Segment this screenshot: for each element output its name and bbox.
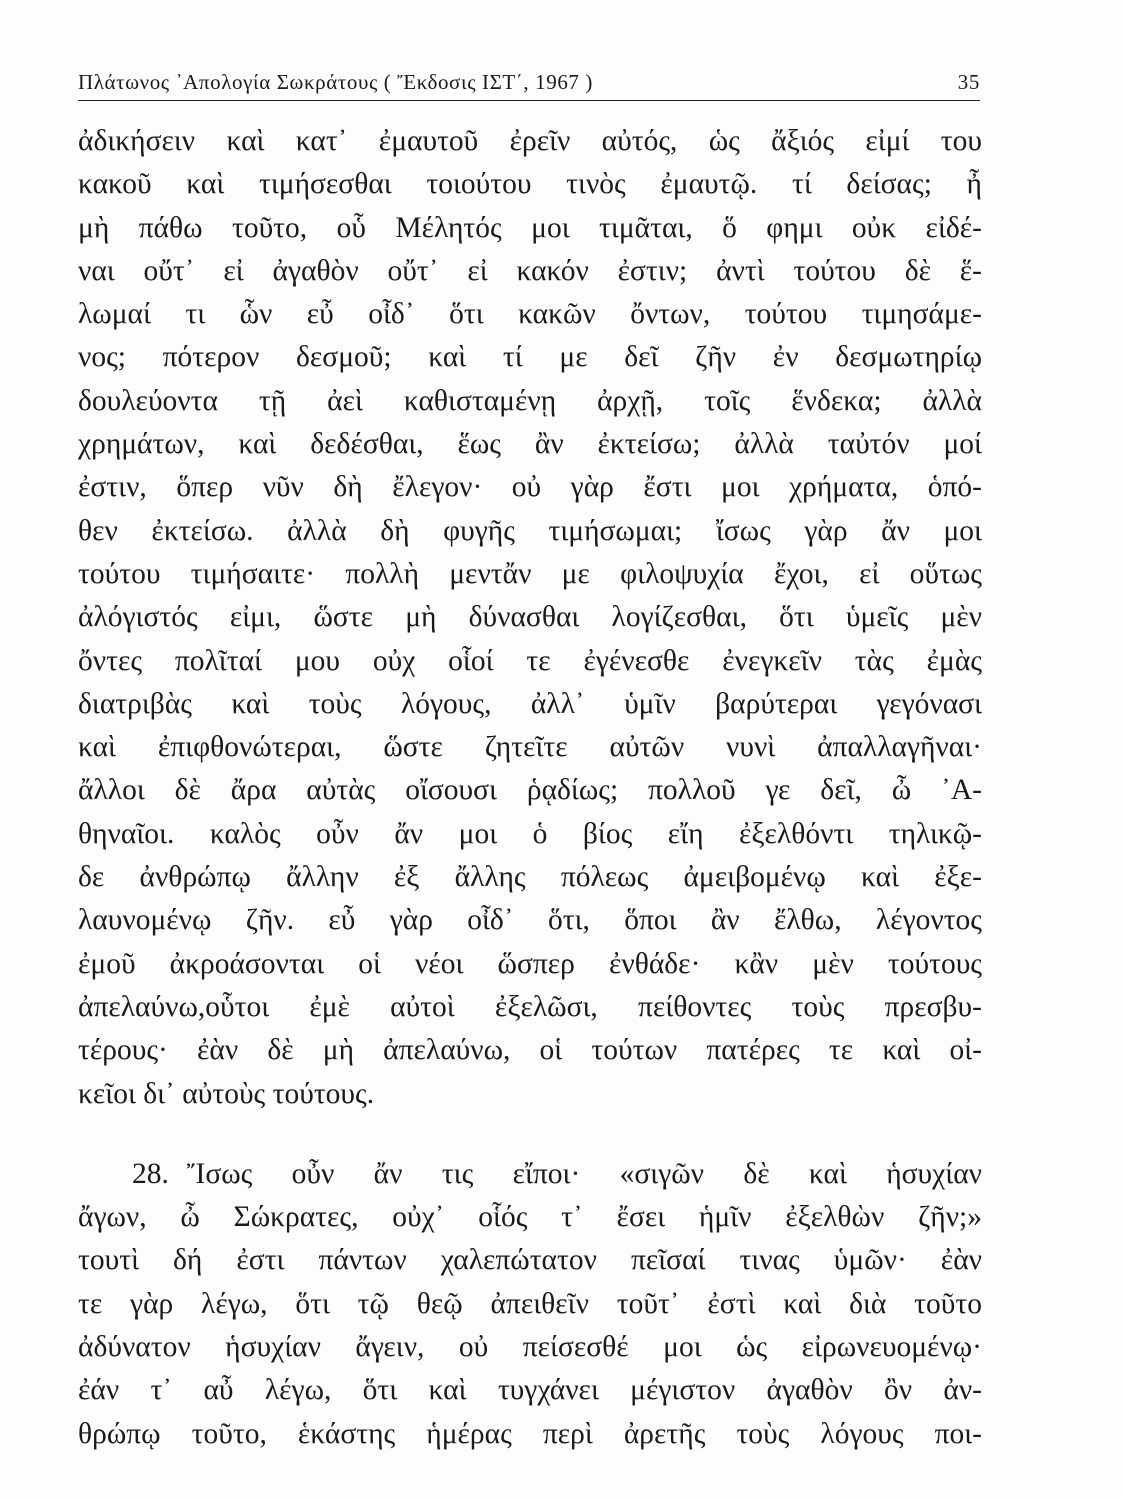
text-line: ναι οὔτ᾿ εἰ ἀγαθὸν οὔτ᾿ εἰ κακόν ἐστιν; ἀντὶ τούτου δὲ ἕ- <box>78 254 982 287</box>
text-line: ἐμοῦ ἀκροάσονται οἱ νέοι ὥσπερ ἐνθάδε· κἂν μὲν τούτους <box>78 947 982 980</box>
section-number: 28. <box>132 1157 169 1190</box>
text-line: λωμαί τι ὧν εὖ οἶδ᾿ ὅτι κακῶν ὄντων, τούτου τιμησάμε- <box>78 298 982 331</box>
text-line: τε γὰρ λέγω, ὅτι τῷ θεῷ ἀπειθεῖν τοῦτ᾿ ἐστὶ καὶ διὰ τοῦτο <box>78 1287 982 1320</box>
text-line: λαυνομένῳ ζῆν. εὖ γὰρ οἶδ᾿ ὅτι, ὅποι ἂν ἔλθω, λέγοντος <box>78 904 982 937</box>
text-line: ἐάν τ᾿ αὖ λέγω, ὅτι καὶ τυγχάνει μέγιστον ἀγαθὸν ὂν ἀν- <box>78 1374 982 1407</box>
text-line: νος; πότερον δεσμοῦ; καὶ τί με δεῖ ζῆν ἐν δεσμωτηρίῳ <box>78 341 982 374</box>
first-line-text: Ἴσως οὖν ἄν τις εἴποι· «σιγῶν δὲ καὶ ἡσυχίαν <box>186 1157 982 1190</box>
text-line: ὄντες πολῖταί μου οὐχ οἷοί τε ἐγένεσθε ἐνεγκεῖν τὰς ἐμὰς <box>78 644 982 677</box>
page-number: 35 <box>957 70 980 94</box>
text-line: χρημάτων, καὶ δεδέσθαι, ἕως ἂν ἐκτείσω; ἀλλὰ ταὐτόν μοί <box>78 428 982 461</box>
paragraph-2 <box>78 1153 982 1456</box>
text-line: τούτου τιμήσαιτε· πολλὴ μεντἄν με φιλοψυχία ἔχοι, εἰ οὕτως <box>78 557 982 590</box>
text-line: θηναῖοι. καλὸς οὖν ἄν μοι ὁ βίος εἴη ἐξελθόντι τηλικῷ- <box>78 817 982 850</box>
text-line: θρώπῳ τοῦτο, ἑκάστης ἡμέρας περὶ ἀρετῆς τοὺς λόγους ποι- <box>78 1417 982 1450</box>
header-title: Πλάτωνος ᾿Απολογία Σωκράτους ( Ἔκδοσις ΙΣΤ΄, 1967 ) <box>78 70 593 94</box>
text-line: τουτὶ δή ἐστι πάντων χαλεπώτατον πεῖσαί τινας ὑμῶν· ἐὰν <box>78 1244 982 1277</box>
text-line: ἄγων, ὦ Σώκρατες, οὐχ᾿ οἷός τ᾿ ἔσει ἡμῖν ἐξελθὼν ζῆν;» <box>78 1201 982 1234</box>
paragraph-first-line <box>78 1153 982 1196</box>
running-header <box>78 66 980 101</box>
text-line: δε ἀνθρώπῳ ἄλλην ἐξ ἄλλης πόλεως ἀμειβομένῳ καὶ ἐξε- <box>78 861 982 894</box>
text-line: ἀλόγιστός εἰμι, ὥστε μὴ δύνασθαι λογίζεσθαι, ὅτι ὑμεῖς μὲν <box>78 601 982 634</box>
text-line: δουλεύοντα τῇ ἀεὶ καθισταμένῃ ἀρχῇ, τοῖς ἕνδεκα; ἀλλὰ <box>78 384 982 417</box>
text-line: καὶ ἐπιφθονώτεραι, ὥστε ζητεῖτε αὐτῶν νυνὶ ἀπαλλαγῆναι· <box>78 731 982 764</box>
text-line: ἐστιν, ὅπερ νῦν δὴ ἔλεγον· οὐ γὰρ ἔστι μοι χρήματα, ὁπό- <box>78 471 982 504</box>
text-line: ἀπελαύνω,οὗτοι ἐμὲ αὐτοὶ ἐξελῶσι, πείθοντες τοὺς πρεσβυ- <box>78 990 982 1023</box>
text-line: τέρους· ἐὰν δὲ μὴ ἀπελαύνω, οἱ τούτων πατέρες τε καὶ οἰ- <box>78 1034 982 1067</box>
text-line: ἄλλοι δὲ ἄρα αὐτὰς οἴσουσι ῥᾳδίως; πολλοῦ γε δεῖ, ὦ ᾿Α- <box>78 774 982 807</box>
text-line: μὴ πάθω τοῦτο, οὗ Μέλητός μοι τιμᾶται, ὅ φημι οὐκ εἰδέ- <box>78 211 982 244</box>
paragraph-gap <box>78 1116 982 1153</box>
text-line: κακοῦ καὶ τιμήσεσθαι τοιούτου τινὸς ἐμαυτῷ. τί δείσας; ἦ <box>78 168 982 201</box>
text-line: θεν ἐκτείσω. ἀλλὰ δὴ φυγῆς τιμήσωμαι; ἴσως γὰρ ἄν μοι <box>78 514 982 547</box>
text-line: ἀδικήσειν καὶ κατ᾿ ἐμαυτοῦ ἐρεῖν αὐτός, ὡς ἄξιός εἰμί του <box>78 125 982 157</box>
text-line: ἀδύνατον ἡσυχίαν ἄγειν, οὐ πείσεσθέ μοι ὡς εἰρωνευομένῳ· <box>78 1331 982 1364</box>
body-text <box>78 120 982 1456</box>
paragraph-1 <box>78 120 982 1116</box>
text-line: διατριβὰς καὶ τοὺς λόγους, ἀλλ᾿ ὑμῖν βαρύτεραι γεγόνασι <box>78 687 982 720</box>
text-line: κεῖοι δι᾿ αὐτοὺς τούτους. <box>78 1077 375 1110</box>
